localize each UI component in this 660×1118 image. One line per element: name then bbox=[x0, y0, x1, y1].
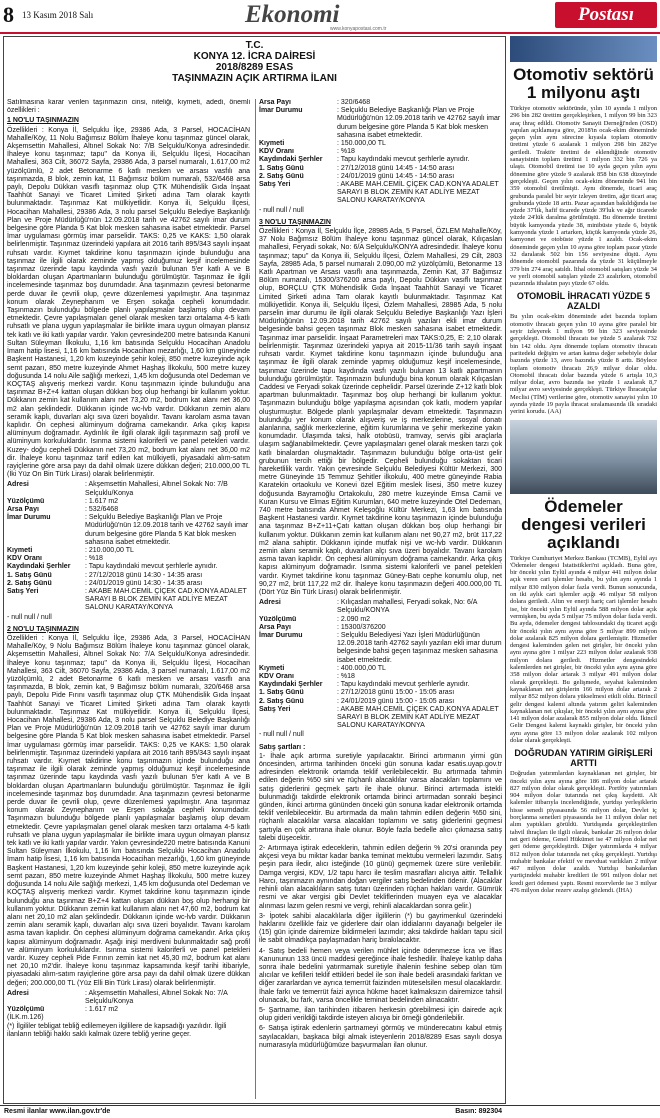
field-row bbox=[259, 624, 502, 632]
website-url: www.konyapostasi.com.tr bbox=[330, 26, 387, 32]
page-footer bbox=[0, 1105, 660, 1118]
field-label: İmar Durumu bbox=[259, 632, 303, 639]
field-label: 1. Satış Günü bbox=[7, 571, 52, 579]
ilk-reference: (İLK.m.126) bbox=[7, 1014, 44, 1022]
field-value: : 210.000,00 TL bbox=[85, 546, 134, 554]
field-row bbox=[259, 673, 502, 681]
field-value: : 532/6468 bbox=[85, 505, 119, 513]
field-value: : 24/01/2019 günü 15:00 - 15:05 arası bbox=[337, 697, 455, 705]
section-title: Ekonomi bbox=[245, 1, 340, 28]
field-row bbox=[259, 665, 502, 673]
term-item: 6- Satışa iştirak edenlerin şartnameyi görmüş ve münderecatını kabul etmiş sayılacakları, başkaca bilgi almak isteyenlerin 2018/8289 Esas sayılı dosya numarasıyla müdürlüğümüze başvurmaları ilan olunur. bbox=[259, 1025, 502, 1049]
article-photo bbox=[510, 420, 657, 494]
field-row bbox=[7, 563, 250, 571]
field-row bbox=[259, 107, 502, 140]
field-row bbox=[7, 572, 250, 580]
field-label: Yüzölçümü bbox=[259, 615, 297, 623]
term-item: 1- İhale açık artırma suretiyle yapılacaktır. Birinci artırmanın yirmi gün öncesinden, artırma tarihinden önceki gün sonuna kadar esatis.uyap.gov.tr adresinden elektronik ortamda teklif verilebilecektir. Bu artırmada tahmin edilen değerin %50 sini ve rüçhanlı alacaklılar varsa alacakları toplamını ve satış giderlerini geçmek şartı ile ihale olunur. Birinci artırmada istekli bulunmadığı takdirde elektronik ortamda birinci artırmadan sonraki beşinci günden, ikinci artırma gününden önceki gün sonuna kadar elektronik ortamda teklif verilebilecektir. Bu artırmada da malın tahmin edilen değerin %50 sini, rüçhanlı alacaklılar varsa alacakları toplamını ve satış giderlerini geçmesi şartıyla en çok artırana ihale olunur. Böyle fazla bedelle alıcı çıkmazsa satış talebi düşecektir. bbox=[259, 752, 502, 842]
field-label: KDV Oranı bbox=[259, 673, 295, 681]
terms-list bbox=[259, 753, 502, 1050]
notice-intro: Satılmasına karar verilen taşınmazın cinsi, niteliği, kıymeti, adedi, önemli özellikleri : bbox=[7, 99, 250, 115]
field-row bbox=[7, 481, 250, 497]
field-value: : %18 bbox=[85, 555, 103, 563]
notice-columns bbox=[7, 99, 502, 1099]
field-value: : AKABE MAH.CEMİL ÇİÇEK CAD.KONYA ADALET SARAYI B BLOK ZEMİN KAT ADLİYE MEZAT SALONU KARATAY/KONYA bbox=[337, 181, 499, 205]
field-value: : Tapu kaydındaki mevcut şerhlerle aynıdır. bbox=[337, 681, 470, 689]
field-label: 1. Satış Günü bbox=[259, 164, 304, 172]
article-body: Türkiye otomotiv sektöründe, yılın 10 ayında 1 milyon 296 bin 282 ürettim gerçekleşirken, 1 milyon 99 bin 323 araç ihraç edildi. Otomotiv Sanayii Derneği'nden (OSD) yapılan açıklamaya göre, 2018'in ocak-ekim döneminde geçen yılın aynı sürecine kıyasla toplam otomotiv üretimi yüzde 6 azalarak 1 milyon 298 bin 282'ye geriledi. Traktör üretimi de eklendiğinde otomotiv sanayisinin toplam üretimi 1 milyon 332 bin 726 ya ulaştı. Otomobil üretimi ise 10 ayda geçen yılın aynı dönemine göre yüzde 9 azalarak 858 bin 638 düzeyinde gerçekleşti. Geçen yılın ocak-ekim döneminde 941 bin 359 otomobil üretilmişti. Aynı dönemde, ticari araç grubunda paralel bir seyir izleyen üretim, ağır ticari araç grubunda yüzde 18 arttı. Pazar açısından bakıldığında ise yüzde 37'lik, hafif ticarede yüzde 39'luk ve ağır ticarede yüzde 24'lük daralma görülmüştü. Bu dönemde üretimi büyük kamyonda yüzde 38, minibüste yüzde 6, büyük kamyonda yüzde 1 artarken, küçük kamyonda yüzde 26, kamyonet ve otobüste yüzde 1 azaldı. Ocak-ekim döneminde geçen yılın 10 ayına göre toplam pazar yüzde 32 daralarak 502 bin 156 seviyesine düştü. Aynı dönemde otomobil pazarında da yüzde 31 küçülmeyle 379 bin 274 araç satıldı. İthal otomobil satışları yüzde 34 ve yerli otomobil satışları yüzde 23 azalırken, otomobil pazarında ithalatın payı yüzde 67 oldu. bbox=[510, 105, 657, 288]
article-title: Otomotiv sektörü 1 milyonu aştı bbox=[513, 65, 654, 102]
notice-title bbox=[4, 40, 505, 84]
field-label: Adresi bbox=[7, 989, 29, 997]
field-row bbox=[259, 165, 502, 173]
field-value: : Akşemsettin Mahallesi, Altınel Sokak No: 7/B Selçuklu/Konya bbox=[85, 481, 228, 497]
field-label: KDV Oranı bbox=[7, 555, 43, 563]
article-subheading: DOĞRUDAN YATIRIM GİRİŞLERİ ARTTI bbox=[514, 748, 653, 769]
field-row bbox=[259, 706, 502, 731]
field-label: 2. Satış Günü bbox=[259, 697, 304, 705]
term-item: 4- Satış bedeli hemen veya verilen mühlet içinde ödenmezse İcra ve İflas Kanununun 133 üncü maddesi gereğince ihale feshedilir. İhaleye katılıp daha sonra ihale bedelini yatırmamak suretiyle ihalenin feshine sebep olan tüm alıcılar ve kefilleri teklif ettikleri bedel ile son ihale bedeli arasındaki farktan ve diğer zararlardan ve ayrıca temerrüt faizinden müteselsilen mesul olacaklardır. İhale farkı ve temerrüt faizi ayrıca hükme hacet kalmaksızın dairemizce tahsil olunacak, bu fark, varsa öncelikle teminat bedelinden alınacaktır. bbox=[259, 947, 502, 1004]
notice-column-left bbox=[7, 99, 250, 1099]
article-body: Türkiye Cumhuriyet Merkez Bankası (TCMB), Eylül ayı 'Ödemeler dengesi İstatistikleri'ni açıkladı. Buna göre, bir önceki yılın Eylül ayında 4 milyar 441 milyon dolar açık veren cari işlemler hesabı, bu yılın aynı ayında 1 milyar 830 milyon dolar fazla verdi. Bunun sonucunda, on iki aylık cari işlemler açığı 46 milyar 58 milyon dolara geriledi. Altın ve enerji hariç cari işlemler hesabı ise, bir önceki yılın Eylül ayında 588 milyon dolar açık vermişken, bu ayda 5 milyar 75 milyon dolar fazla verdi. Bu ayda, ödemeler dengesi tablosundaki dış ticaret açığı bir önceki yılın aynı ayına göre 5 milyar 899 milyon dolar azalarak 825 milyon dolara gerilemiştir. Hizmetler dengesi kaleminden gelen net girişler, bir önceki yılın aynı ayına göre 1 milyar 223 milyon dolar azalarak 938 milyon dolara geriledi. Hizmetler dengesindeki kalemlerden net girişler, bir önceki yılın aynı ayına göre 358 milyon dolar artarak 3 milyar 491 milyon dolar olarak gerçekleşti. Bu gelişmede, seyahat kaleminden kaynaklanan net girişlerin 166 milyon dolar artarak 2 milyar 852 milyon dolara yükselmesi etkili oldu. Birincil gelir dengesi kalemi altında yatırım geliri kaleminden kaynaklanan net çıkışlar, bir önceki yılın aynı ayına göre 141 milyon dolar azalarak 855 milyon dolar oldu. İkincil Gelir Dengesi kalemi kaynaklı girişler, bir önceki yılın aynı ayına göre 13 milyon dolar azalarak 102 milyon dolar olarak gerçekleşti. bbox=[510, 554, 657, 744]
field-row bbox=[259, 698, 502, 706]
field-label: Kıymeti bbox=[259, 664, 285, 672]
field-value: : AKABE MAH.CEMİL ÇİÇEK CAD.KONYA ADALET SARAYI B BLOK ZEMİN KAT ADLİYE MEZAT SALONU KARATAY/KONYA bbox=[85, 587, 247, 612]
footnote: (*) İlgililer tebligat tebliğ edilemeyen ilgililere de kapsadığı yazılıdır. İlgili ilanların tebliği hakkı saklı kalmak üzere tebliğ yerine geçer. bbox=[7, 1022, 227, 1038]
field-label: Kaydındaki Şerhler bbox=[7, 563, 71, 571]
field-row bbox=[259, 681, 502, 689]
notice-title-line: 2018/8289 ESAS bbox=[215, 62, 294, 73]
notice-title-line: KONYA 12. İCRA DAİRESİ bbox=[193, 51, 316, 62]
term-item: 3- İpotek sahibi alacaklılarla diğer ilgililerin (*) bu gayrimenkul üzerindeki haklarını özellikle faiz ve giderlere dair olan iddialarını dayanağı belgeler ile (15) gün içinde dairemize bildirmeleri lazımdır; aksi takdirde hakları tapu sicil ile sabit olmadıkça paylaşmadan hariç bırakılacaktır. bbox=[259, 912, 502, 945]
field-label: Kaydındaki Şerhler bbox=[259, 156, 323, 164]
field-value: : Kılıçaslan mahallesi, Feryadi sokak, No: 6/A Selçuklu/KONYA bbox=[337, 599, 478, 615]
column-divider bbox=[255, 99, 256, 1099]
field-row bbox=[7, 498, 250, 506]
field-label: Satış Yeri bbox=[7, 587, 39, 595]
field-label: 2. Satış Günü bbox=[259, 172, 304, 180]
field-value: : 24/01/2019 günü 14:30 - 14:35 arası bbox=[85, 579, 203, 587]
null-line: - null null / null bbox=[259, 206, 304, 214]
field-label: Arsa Payı bbox=[7, 505, 39, 513]
property-heading: 1 NO'LU TAŞINMAZIN bbox=[7, 117, 79, 125]
field-row bbox=[7, 506, 250, 514]
notice-title-line: TAŞINMAZIN AÇIK ARTIRMA İLANI bbox=[172, 73, 337, 84]
term-item: 2- Artırmaya iştirak edeceklerin, tahmin edilen değerin % 20'si oranında pey akçesi veya bu miktar kadar banka teminat mektubu vermeleri lazımdır. Satış peşin para iledir, alıcı isteğinde (10 günü) geçmemek üzere süre verilebilir. Damga vergisi, KDV, 1/2 tapu harcı ile teslim masrafları alıcıya aittir. Tellallık Harcı, taşınmazın aynından doğan vergiler satış bedelinden ödenir. (Alacaklar rehinli olan alacaklıların satış tutarı üzerinden rüçhan hakları vardır. Gümrük resmi ve akar vergisi gibi Devlet tekliflerinden muayen eya ve alacaklar alınması lazım gelen resmi ve vergi, rehinli alacaklardan sonra gelir.) bbox=[259, 845, 502, 910]
property-description: Özellikleri : Konya İl, Selçuklu İlçe, 28985 Ada, 5 Parsel, ÖZLEM Mahalle/Köy, 37 Nolu Bağımsız Bölüm İhaleye konu taşınmaz güncel olarak, Kılıçaslan mahallesi, Feryadi sokak, No: 6/A Selçuklu/KONYA adresindedir. İhaleye konu taşınmaz; tapu'' da Konya ili, Selçuklu İlçesi, Özlem Mahallesi, 29 Cilt, 2803 Sayfa, 28985 Ada, 5 parsel numaralı 2.090,00 m2 yüzölçümlü, Betonarme 13 Katlı Apartman ve Arsası vasıflı ana taşınmazda, Zemin Kat, 37 Bağımsız Bölüm numaralı, 15300/376200 arsa paylı, Depolu Dükkan vasıflı taşınmaz olup, BORÇLU ÇTK Mühendislik Gıda İnşaat Taahhüt Sanayi ve Ticaret Limited Şirketi adına Tam olarak kayıtlı bulunmaktadır. Taşınmaz Kat mülkiyetlidir. Konya ili, Selçuklu İlçesi, Özlem Mahallesi, 28985 Ada, 5 nolu parselin imar durumu ile ilgili olarak Selçuklu Belediye Başkanlığı Yazı İşleri Müdürlüğünün 12.09.2018 tarih 42762 sayılı yazıları ekli imar durum belgesinde bahsi geçen taşınmaz Blok mesken sahasına isabet etmektedir. Taşınmaz imar parselidir. İnşaat Parametreleri max TAKS:0,25, E: 2,10 olarak belirlenmiştir. Taşınmaz üzerindeki yapıya ait 2015-11/36 tarih sayılı inşaat ruhsatı vardır. Kıymet takdirine konu taşınmazın içinde bulunduğu ana taşınmaz ile ilgili olarak zeminde yapmış olduğumuz keşif incelemesinde, taşınmaz üzerinde tapu kaydında vasfı yazılı bulunan 13 katlı apartmanın bulunduğu görülmüştür. Taşınmazın bulunduğu bina konum olarak Kılıçaslan Caddesi ve Feryadi sokak üzerinde cephelidir. Parsel üzerinde Z+12 katlı blok apartman bulunmaktadır. Taşınmaz boş olup herhangi bir kullanım yoktur. Taşınmazın bulunduğu bölge yapılaşma açısından çok katlı, modern yapılar oluşturmuştur. Bölgede planlı yapılaşmalar devam etmektedir. Taşınmazın bulunduğu yer konum olarak alışveriş ve iş merkezlerine, sosyal donatı alanlarına, sağlık merkezlerine, eğitim kurumlarına ve şehir merkezine yakın konumdadır. Ulaşımda taksi, halk otobüsü, tramvay, servis gibi araçlarla ulaşım sağlanabilmektedir. Çevre yapılaşmaları genel olarak mesken tarzı çok katlı binalardan oluşmaktadır. Taşınmazın bulunduğu bölge orta-üst gelir grubunun tercih ettiği bir bölgedir. Cepheli bulunduğu sokaktan ticari hareketlilik vardır. Yakın çevresinde Selçuklu Belediyesi Kültür Merkezi, 300 metre Güneyinde 15 Temmuz Şehitler ilkokulu, 400 metre güneyinde Rabia Karatekin ortaokulu ve Konevi özel Eğitim meslek lisesi, 350 metre kuzey doğusunda Bayramoğlu Ortakokulu, 280 metre kuzeyinde Emsa Camii ve Kuran Kursu ve Elmas Eğitim Kurumları, 640 metre kuzeyinde Otel Dedeman, 740 metre batısında Ahmet Keleşoğlu Kültür Merkezi, 1,63 km batısında Başkent Hastanesi vardır. Kıymet takdirine konu taşınmazın içinde bulunduğu ana taşınmaz B+Z+11+Çatı kattan oluşan dükkan boş olup herhangi bir kullanım yoktur. Dükkanın zemin kat kullanım alanı net 90,27 m2, brüt 117,22 m2 alana sahiptir. Dükkanın içinde mutfak nişi ve wc-lvb vardır. Dükkanın zemin alanı seramik kaplı, duvarları alçı sıva üzeri boyalıdır. Tavanı karolam asma tavan kaplıdır. Ön cephesi alüminyum doğrama camekandır. Arka çıkış kapısı alüminyum doğramadır. Isınma sistemi kaloriferli ve panel petekleri vardır. Kıymet takdirine konu taşınmaz Güney-Batı cephe konumlu olup, net 90,27 m2, brüt 117,22 m2 dir. İhaleye konu taşınmazın değeri 400.000,00 TL (Dört Yüz Bin Türk Lirası) olarak belirlenmiştir. bbox=[259, 228, 502, 596]
field-value: : Selçuklu Belediye Başkanlığı Plan ve Proje Müdürlüğü'nün 12.09.2018 tarih ve 42762 sayılı imar durum belgesine göre Planda 5 Kat blok mesken sahasına isabet etmektedir. bbox=[85, 514, 249, 546]
field-row bbox=[259, 181, 502, 206]
field-value: : %18 bbox=[337, 148, 355, 156]
field-row bbox=[259, 156, 502, 164]
field-row bbox=[259, 616, 502, 624]
field-row bbox=[7, 990, 250, 1006]
field-value: : Tapu kaydındaki mevcut şerhlerle aynıdır. bbox=[85, 563, 218, 571]
article-body: Bu yılın ocak-ekim döneminde adet bazında toplam otomotiv ihracatı geçen yılın 10 ayına göre paralel bir seyir izleyerek 1 milyon 99 bin 323 seviyesinde gerçekleşti. Otomobil ihracatı ise yüzde 5 azalarak 732 bin 142 oldu. Aynı dönemde toplam otomotiv ihracatı paritedeki değişim ve artan katma değer sebebiyle dolar bazında yüzde 13, avro bazında yüzde 8 arttı. Böylece toplam otomotiv ihracatı 26,9 milyar dolar oldu. Otomobil ihracatı dolar bazında yüzde 6 artışla 10,3 milyar dolar, avro bazında ise yüzde 1 azalarak 8,7 milyar avro seviyesinde gerçekleşti. Türkiye İhracatçılar Meclisi (TİM) verilerine göre, otomotiv sanayisi yılın 10 ayında yüzde 19 payla ihracat sıralamasında ilk sıradaki yerini korudu. (AA) bbox=[510, 313, 657, 416]
field-value: : 27/12/2018 günü 14:45 - 14:50 arası bbox=[337, 164, 455, 172]
field-value: : 320/6468 bbox=[337, 99, 371, 106]
field-value: : 2.090 m2 bbox=[337, 615, 371, 623]
field-label: Adresi bbox=[259, 599, 281, 607]
field-row bbox=[7, 555, 250, 563]
field-value: : 1.617 m2 bbox=[85, 1006, 119, 1014]
newspaper-logo: Postası bbox=[555, 2, 657, 28]
field-value: : 150.000,00 TL bbox=[337, 140, 386, 148]
article-title: Ödemeler dengesi verileri açıklandı bbox=[521, 496, 646, 552]
field-label: Yüzölçümü bbox=[7, 1006, 45, 1014]
field-value: : 27/12/2018 günü 14:30 - 14:35 arası bbox=[85, 571, 203, 579]
page-header bbox=[0, 0, 660, 34]
field-value: : 400.000,00 TL bbox=[337, 664, 386, 672]
footer-left-text: Resmi ilanlar www.ilan.gov.tr'de bbox=[4, 1108, 111, 1115]
notice-title-line: T.C. bbox=[245, 40, 264, 51]
notice-column-right bbox=[259, 99, 502, 1099]
field-label: Yüzölçümü bbox=[7, 497, 45, 505]
field-row bbox=[259, 632, 502, 665]
field-value: : 24/01/2019 günü 14:45 - 14:50 arası bbox=[337, 172, 455, 180]
field-value: : Tapu kaydındaki mevcut şerhlerle aynıdır. bbox=[337, 156, 470, 164]
field-label: 1. Satış Günü bbox=[259, 689, 304, 697]
field-label: KDV Oranı bbox=[259, 148, 295, 156]
property-fields bbox=[259, 99, 502, 206]
field-label: Satış Yeri bbox=[259, 181, 291, 189]
auction-notice bbox=[3, 36, 506, 1104]
field-value: : AKABE MAH.CEMİL ÇİÇEK CAD.KONYA ADALET SARAYI B BLOK ZEMİN KAT ADLİYE MEZAT SALONU KARATAY/KONYA bbox=[337, 705, 499, 730]
field-row bbox=[7, 588, 250, 613]
property-heading: 2 NO'LU TAŞINMAZIN bbox=[7, 625, 79, 633]
field-value: : Akşemsettin Mahallesi, Altınel Sokak No: 7/A Selçuklu/Konya bbox=[85, 989, 228, 1005]
null-line: - null null / null bbox=[7, 613, 52, 621]
field-label: Kaydındaki Şerhler bbox=[259, 681, 323, 689]
article-subheading: OTOMOBİL İHRACATI YÜZDE 5 AZALDI bbox=[516, 291, 651, 312]
property-fields bbox=[7, 481, 250, 612]
field-row bbox=[259, 689, 502, 697]
property-heading: 3 NO'LU TAŞINMAZIN bbox=[259, 218, 331, 226]
field-value: : 27/12/2018 günü 15:00 - 15:05 arası bbox=[337, 689, 455, 697]
term-item: 5- Şartname, ilan tarihinden itibaren herkesin görebilmesi için dairede açık olup gideri verildiği takdirde isteyen alıcıya bir örneği gönderilebilir. bbox=[259, 1006, 502, 1023]
property-description: Özellikleri : Konya İl, Selçuklu İlçe, 29386 Ada, 3 Parsel, HOCACİHAN Mahalle/Köy, 11 Nolu Bağımsız Bölüm İhaleye konu taşınmaz güncel olarak, Akşemsettin Mahallesi, Altınel Sokak No: 7/B Selçuklu/Konya adresindedir. İhaleye konu taşınmaz; tapu'' da Konya ili, Selçuklu İlçesi, Hocacihan Mahallesi, 363 Cilt, 36072 Sayfa, 29386 Ada, 3 parsel numaralı, 1.617,00 m2 yüzölçümlü, 2 adet Betonarme 6 katlı mesken ve arsası vasfılı ana taşınmazda, B blok, zemin kat, 11 Bağımsız bölüm numaralı, 532/6468 arsa paylı, Depolu Dükkan vasıflı taşınmaz olup ÇTK Mühendislik Gıda İnşaat Taahhüt Sanayi ve Ticaret Limited Şirketi adına Tam olarak kayıtlı bulunmaktadır. Taşınmaz Kat mülkiyetlidir. Konya ili, Selçuklu İlçesi, Hocacihan Mahallesi, 29386 Ada, 3 nolu parsel Selçuklu Belediye Başkanlığı Plan ve Proje Müdürlüğü'nün 12.09.2018 tarih ve 42762 sayılı imar durum belgesine göre Planda 5 Kat blok mesken sahasına isabet etmektedir. Parsel İmar uygulaması görmüş imar parselidir. TAKS: 0,25 ve KAKS: 1,50 olarak belirlenmiştir. Taşınmaz üzerindeki yapılara ait 2016 tarih 895/343 sayılı inşaat ruhsatı vardır. Kıymet takdirine konu taşınmazın içinde bulunduğu ana taşınmaz ile ilgili olarak zeminde yapmış olduğumuz keşif incelemesinde taşınmaz üzerinde tapu kaydında vasfı yazılı bulunan 5'er katlı A ve B bloklardan oluşan Apartmanların bulunduğu görülmüştür. Taşınmaz ile ilgili incelemesinde taşınmaz boş durumdadır. Ana taşınmazın çevresi betonarme perde duvar ile çevrili olup, çevre düzenlemesi yapılmıştır. Ana taşınmaz konum olarak Zeynephanım ve Erşen sokağa cepheli konumdadır. Taşınmazın bulunduğu bölgede planlı yapılaşmalar başlamış olup devam etmektedir. Çevre yapılaşmaları genel olarak mesken tarzı ortalama 4-5 katlı ruhsatlı ve plana uygun yapılaşmalar ile birlikte imara uygun olmayan plansız tek katlı ve iki katlı yapılar vardır. Yakın çevresinde200 metre batısında Kanuni Sultan Süleyman İlkokulu, 1,16 km batısında Selçuklu Hocacihan Anadolu İmam hatip lisesi, 1,16 km batısında Hocacihan mezarlığı, 1,60 km güneyinde Başkent Hastanesi, 1,20 km kuzeyinde şehir koleji, 850 metre kuzeyinde açık semt pazarı, 850 metre kuzeyinde Ahmet Haşhaş İlkokulu, 500 metre kuzey doğusunda 14 nolu Aile sağlığı merkezi, 1,45 km doğusunda otel Dedeman ve KOÇTAŞ alışveriş merkezi vardır. Konu taşınmazın içinde bulunduğu ana taşınmaz B+Z+4 kattan oluşan dükkan boş olup herhangi bir kullanım yoktur. Dükkanın zemin kat kullanım alanı net 73,20 m2, bodrum kat alanı net 36,00 m2 alan şeklindedir. Dükkanın içinde wc-lvb vardır. Dükkanın zemin alanı seramik kaplı, duvarları alçı sıva üzeri boyalıdır. Tavanı karolam asma tavan kaplıdır. Ön cephesi alüminyum doğrama camekandır. Arka çıkış kapısı alüminyum doğramadır. Aydınlık ile ilgili olarak ilgili taşınmazın sağ profil ve alüminyum korkuluklardır. Isınma sistemi kaloriferli ve panel petekleri vardır. Kuzey- doğu cepheli Dükkanın net 73,20 m2, bodrum kat alanı net 36,00 m2 dir. İhaleye konu taşınmaz tarif edilen kat mülkiyetli, piyasadaki alım-satım rayiçlerine göre arsa payı da dahil olmak üzere dükkan değeri; 210.000,00 TL (İki Yüz On Bin Türk Lirası) olarak belirlenmiştir. bbox=[7, 126, 250, 479]
field-label: Kıymeti bbox=[259, 140, 285, 148]
null-line: - null null / null bbox=[259, 731, 304, 739]
field-value: : Selçuklu Belediye Başkanlığı Plan ve Proje Müdürlüğü'nün 12.09.2018 tarih ve 42762 sayılı imar durum belgesine göre Planda 5 Kat blok mesken sahasına isabet etmektedir. bbox=[337, 107, 501, 139]
field-value: : 15300/376200 bbox=[337, 623, 386, 631]
issue-date: 13 Kasım 2018 Salı bbox=[22, 10, 94, 20]
property-description: Özellikleri : Konya İl, Selçuklu İlçe, 29386 Ada, 3 Parsel, HOCACİHAN Mahalle/Köy, 9 Nolu Bağımsız Bölüm İhaleye konu taşınmaz güncel olarak, Akşemsettin Mahallesi, Altınel Sokak No: 7/A Selçuklu/Konya adresindedir. İhaleye konu taşınmaz; tapu'' da Konya ili, Selçuklu İlçesi, Hocacihan Mahallesi, 363 Cilt, 36070 Sayfa, 29386 Ada, 3 parsel numaralı, 1.617,00 m2 yüzölçümlü, 2 adet Betonarme 6 katlı mesken ve arsası vasıflı ana taşınmazda, B blok, zemin kat, 9 Bağımsız bölüm numaralı, 320/6468 arsa paylı, Depolu Pide Fırını vasıflı taşınmaz olup ÇTK Mühendislik Gıda İnşaat Taahhüt Sanayi ve Ticaret Limited Şirketi adına Tam olarak kayıtlı bulunmaktadır. Taşınmaz Kat mülkiyetlidir. Konya ili, Selçuklu İlçesi, Hocacihan Mahallesi, 29386 Ada, 3 nolu parsel Selçuklu Belediye Başkanlığı Plan ve Proje Müdürlüğü'nün 12.09.2018 tarih ve 42762 sayılı imar durum belgesine göre Planda 5 Kat blok mesken sahasına isabet etmektedir. Parsel İmar uygulaması görmüş imar parselidir. TAKS: 0,25 ve KAKS: 1,50 olarak belirlenmiştir. Taşınmaz üzerindeki yapılara ait 2016 tarih 895/343 sayılı inşaat ruhsatı vardır. Kıymet takdirine konu taşınmazın içinde bulunduğu ana taşınmaz ile ilgili olarak zeminde yapmış olduğumuz keşif incelemesinde taşınmaz üzerinde tapu kaydında vasfı yazılı bulunan 5'er katlı A ve B bloklardan oluşan Apartmanların bulunduğu görülmüştür. Taşınmaz ile ilgili incelemesinde taşınmaz boş durumdadır. Ana taşınmazın çevresi betonarme perde duvar ile çevrili olup, çevre düzenlemesi yapılmıştır. Ana taşınmaz konum olarak Zeynephanım ve Erşen sokağa cepheli konumdadır. Taşınmazın bulunduğu bölgede planlı yapılaşmalar başlamış olup devam etmektedir. Çevre yapılaşmaları genel olarak mesken tarzı ortalama 4-5 katlı ruhsatlı ve plana uygun yapılaşmalar ile birlikte imara uygun olmayan plansız tek katlı ve iki katlı yapılar vardır. Yakın çevresinde220 metre batısında Kanuni Sultan Süleyman İlkokulu, 1,16 km batısında Selçuklu Hocacihan Anadolu İmam hatip lisesi, 1,16 km batısında Hocacihan mezarlığı, 1,60 km güneyinde Başkent Hastanesi, 1,20 km kuzeyinde şehir koleji, 850 metre kuzeyinde açık semt pazarı, 850 metre kuzeyinde Ahmet Haşhaş İlkokulu, 500 metre kuzey doğusunda 14 nolu Aile sağlığı merkezi, 1,45 km doğusunda otel Dedeman ve KOÇTAŞ alışveriş merkezi vardır. Kıymet takdirine konu taşınmazın içinde bulunduğu ana taşınmaz B+Z+4 kattan oluşan dükkan boş olup herhangi bir kullanım yoktur. Dükkanın zemin kat kullanım alanı net 47,60 m2, bodrum kat alanı net 20,10 m2 alan şeklindedir. Dükkanın içinde wc-lvb vardır. Dükkanın zemin alanı seramik kaplı, duvarları alçı sıva üzeri boyalıdır. Tavanı karolam asma tavan kaplıdır. Ön cephesi alüminyum doğrama camekandır. Arka çıkış kapısı alüminyum doğramadır. Aşağı inişi merdiveni bulunmaktadır sağ profil ve alüminyum korkuluklardır. Isınma sistemi kaloriferli ve panel petekleri vardır. Kuzey cepheli Pide Fırının zemin kat net 45,30 m2, bodrum kat alanı net 20,10 m2'dir. İhaleye konu taşınmaz kapsamında keşif tarihi itibariyle, piyasadaki alım-satım rayiçlerine göre arsa payı da dahil olmak üzere dükkan değeri; 200.000,00 TL (Yüz Elli Bin Türk Lirası) olarak belirlenmiştir. bbox=[7, 635, 250, 987]
field-row bbox=[259, 99, 502, 107]
field-label: Kıymeti bbox=[7, 546, 33, 554]
field-row bbox=[259, 140, 502, 148]
property-fields bbox=[7, 990, 250, 1015]
field-label: Arsa Payı bbox=[259, 623, 291, 631]
property-fields bbox=[259, 599, 502, 730]
field-value: : 1.617 m2 bbox=[85, 497, 119, 505]
field-label: İmar Durumu bbox=[259, 107, 303, 115]
field-row bbox=[259, 599, 502, 615]
field-label: İmar Durumu bbox=[7, 514, 51, 522]
field-label: Arsa Payı bbox=[259, 99, 291, 106]
field-value: : %18 bbox=[337, 673, 355, 681]
field-label: Adresi bbox=[7, 481, 29, 489]
field-row bbox=[7, 580, 250, 588]
banner-image bbox=[510, 36, 657, 62]
sidebar bbox=[510, 36, 657, 1103]
field-row bbox=[259, 148, 502, 156]
field-row bbox=[7, 514, 250, 547]
footer-right-text: Basın: 892304 bbox=[455, 1108, 502, 1115]
field-value: : Selçuklu Belediyesi Yazı İşleri Müdürlüğünün 12.09.2018 tarih 42762 sayılı yazıları ekli imar durum belgesinde bahsi geçen taşınmaz mesken sahasına isabet etmektedir. bbox=[337, 632, 502, 664]
article-body: Doğrudan yatırımlardan kaynaklanan net girişler, bir önceki yılın aynı ayına göre 186 milyon dolar artarak 827 milyon dolar olarak gerçekleşti. Portföy yatırımları 904 milyon dolar tutarında net çıkış kaydetti. Alt kalemler itibarıyla incelendiğinde, yurtdışı yerleşiklerin hisse senedi piyasasında 56 milyon dolar, Devlet iç borçlanma senetleri piyasasında ise 11 milyon dolar net alım yaptıkları görüldü. Yurtdışında gerçekleştirilen tahvil ihraçları ile ilgili olarak, bankalar 26 milyon dolar net geri ödeme, Genel Hükümet ise 47 milyon dolar net geri ödeme gerçekleştirdi. Diğer yatırımlarda 4 milyar 812 milyon dolar tutarında net çıkış gerçekleşti. Yurtdışı muhabir bankalar efektif ve mevduat varlıkları 2 milyar 467 milyon dolar azaldı. Yurtdışı bankalardan yurtiçindeki muhabir kredileri ile 991 milyon dolar net kredi geri ödemesi yaptı. Resmi rezervlerde ise 3 milyar 476 milyon dolar rezerv azalışı gözlendi. (İHA) bbox=[510, 770, 657, 895]
field-row bbox=[7, 547, 250, 555]
page-number: 8 bbox=[3, 2, 14, 27]
field-label: 2. Satış Günü bbox=[7, 579, 52, 587]
field-label: Satış Yeri bbox=[259, 705, 291, 713]
terms-heading: Satış şartları : bbox=[259, 743, 306, 751]
field-row bbox=[259, 173, 502, 181]
